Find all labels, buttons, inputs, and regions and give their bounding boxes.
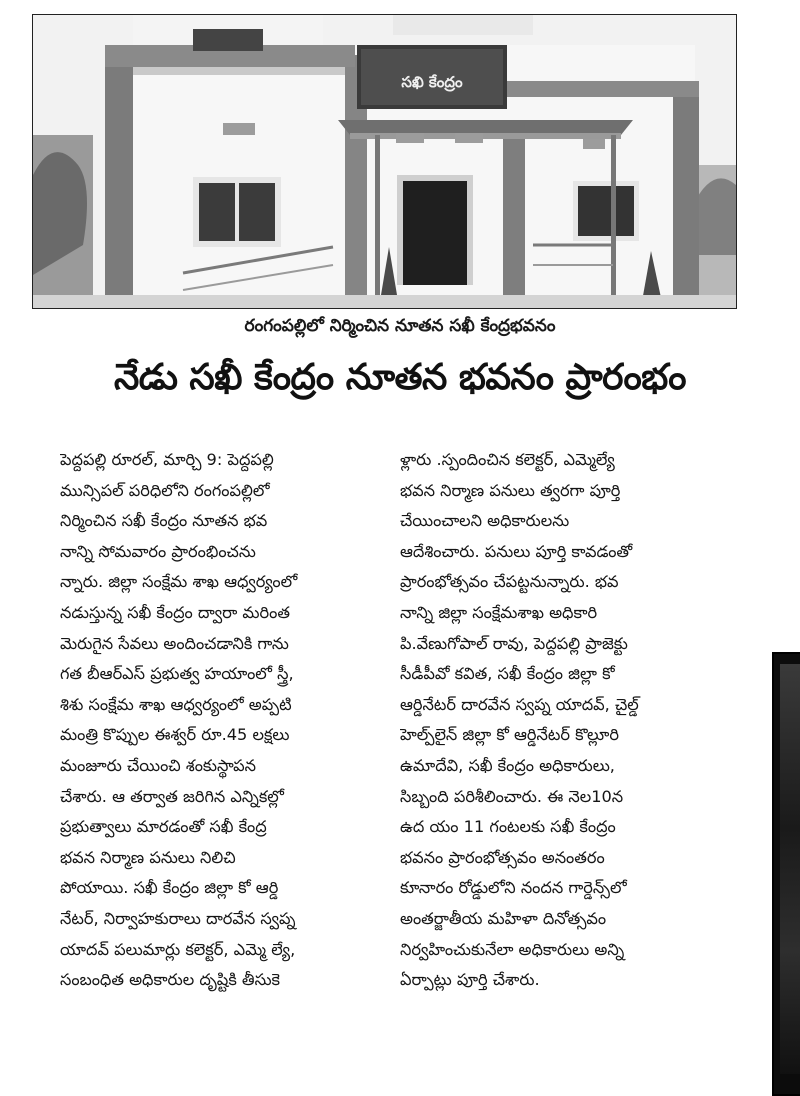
text-line: హెల్ప్‌లైన్ జిల్లా కో ఆర్డినేటర్ కొల్లూరి	[400, 725, 619, 745]
text-line: భవన నిర్మాణ పనులు నిలిచి	[60, 847, 236, 867]
adjacent-photo-image	[780, 664, 800, 1074]
text-line: భవన నిర్మాణ పనులు త్వరగా పూర్తి	[400, 480, 621, 500]
building-photo	[32, 14, 737, 309]
text-line: ఉద యం 11 గంటలకు సఖీ కేంద్రం	[400, 817, 616, 837]
text-line: న్నారు. జిల్లా సంక్షేమ శాఖ ఆధ్వర్యంలో	[60, 572, 298, 592]
article-column-right	[400, 445, 740, 996]
photo-caption: రంగంపల్లిలో నిర్మించిన నూతన సఖీ కేంద్రభవనం	[244, 316, 556, 336]
text-line: మంజూరు చేయించి శంకుస్థాపన	[60, 755, 257, 775]
text-line: చేయించాలని అధికారులను	[400, 511, 570, 531]
headline: నేడు సఖీ కేంద్రం నూతన భవనం ప్రారంభం	[114, 356, 686, 398]
text-line: ఆర్డినేటర్ దారవేన స్వప్న యాదవ్, చైల్డ్	[400, 694, 639, 714]
text-line: పెద్దపల్లి రూరల్, మార్చి 9: పెద్దపల్లి	[60, 450, 274, 469]
text-line: సంబంధిత అధికారుల దృష్టికి తీసుకె	[60, 970, 280, 990]
article-column-left	[60, 445, 383, 996]
text-line: పి.వేణుగోపాల్ రావు, పెద్దపల్లి ప్రాజెక్టు	[400, 633, 628, 653]
text-line: పోయాయి. సఖీ కేంద్రం జిల్లా కో ఆర్డి	[60, 878, 279, 898]
text-line: ళ్లారు .స్పందించిన కలెక్టర్, ఎమ్మెల్యే	[400, 450, 615, 469]
text-line: నిర్వహించుకునేలా అధికారులు అన్ని	[400, 939, 625, 959]
text-line: శిశు సంక్షేమ శాఖ ఆధ్వర్యంలో అప్పటి	[60, 694, 292, 714]
text-line: చేశారు. ఆ తర్వాత జరిగిన ఎన్నికల్లో	[60, 786, 284, 806]
adjacent-photo-fragment	[772, 652, 800, 1096]
text-line: మున్సిపల్ పరిధిలోని రంగంపల్లిలో	[60, 480, 270, 500]
text-line: కూనారం రోడ్డులోని నందన గార్డెన్స్‌లో	[400, 878, 627, 898]
text-line: నిర్మించిన సఖీ కేంద్రం నూతన భవ	[60, 511, 268, 531]
text-line: ఉమాదేవి, సఖీ కేంద్రం అధికారులు,	[400, 755, 615, 775]
text-line: మంత్రి కొప్పుల ఈశ్వర్ రూ.45 లక్షలు	[60, 725, 290, 745]
text-line: సిబ్బంది పరిశీలించారు. ఈ నెల10న	[400, 786, 624, 806]
text-line: నాన్ని జిల్లా సంక్షేమశాఖ అధికారి	[400, 602, 598, 622]
text-line: సీడీపీవో కవిత, సఖీ కేంద్రం జిల్లా కో	[400, 664, 615, 684]
text-line: అంతర్జాతీయ మహిళా దినోత్సవం	[400, 908, 607, 928]
text-line: నాన్ని సోమవారం ప్రారంభించను	[60, 541, 256, 561]
text-line: ఏర్పాట్లు పూర్తి చేశారు.	[400, 970, 540, 990]
text-line: మెరుగైన సేవలు అందించడానికి గాను	[60, 633, 289, 653]
text-line: యాదవ్ పలుమార్లు కలెక్టర్, ఎమ్మె ల్యే,	[60, 939, 296, 959]
text-line: ఆదేశించారు. పనులు పూర్తి కావడంతో	[400, 541, 633, 561]
text-line: ప్రభుత్వాలు మారడంతో సఖీ కేంద్ర	[60, 817, 267, 837]
text-line: నేటర్, నిర్వాహకురాలు దారవేన స్వప్న	[60, 908, 296, 928]
text-line: గత బీఆర్ఎస్ ప్రభుత్వ హయాంలో స్త్రీ,	[60, 664, 294, 684]
signboard-text: సఖి కేంద్రం	[401, 73, 463, 91]
text-line: ప్రారంభోత్సవం చేపట్టనున్నారు. భవ	[400, 572, 619, 592]
text-line: భవనం ప్రారంభోత్సవం అనంతరం	[400, 847, 605, 867]
text-line: నడుస్తున్న సఖీ కేంద్రం ద్వారా మరింత	[60, 602, 290, 622]
